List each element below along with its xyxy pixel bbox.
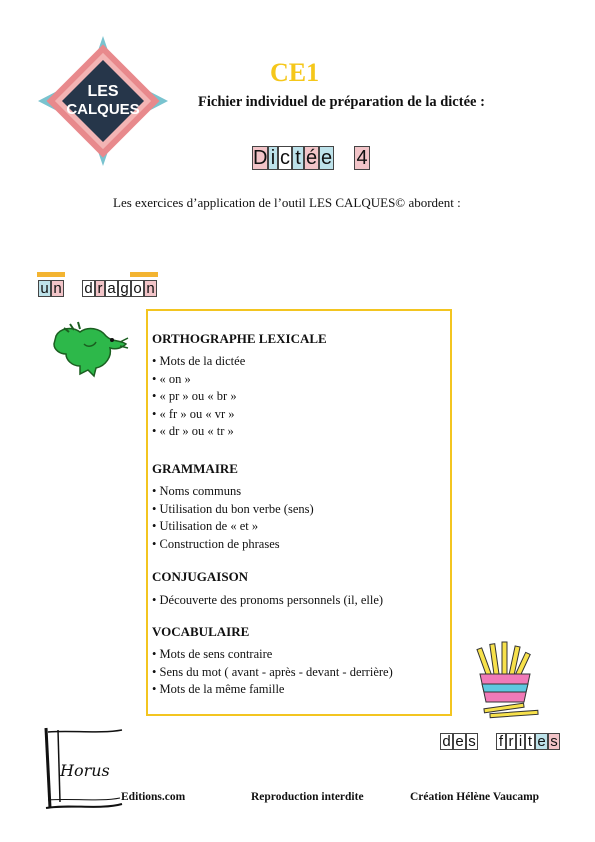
grade-title: CE1 [270, 58, 320, 87]
list-item: • Découverte des pronoms personnels (il, elle) [152, 593, 384, 607]
word-un-dragon [38, 280, 157, 297]
letter: d [82, 280, 95, 297]
letter: é [305, 147, 318, 169]
list-item: • Utilisation du bon verbe (sens) [152, 501, 314, 516]
syllable-on [131, 280, 157, 297]
letter: t [525, 733, 535, 750]
word-des-frites [440, 733, 560, 750]
dictee-number: 4 [354, 146, 370, 170]
list-item: • « fr » ou « vr » [152, 406, 235, 421]
letter: s [466, 733, 478, 750]
dictee-label [252, 146, 370, 170]
footer-editions: Editions.com [121, 791, 186, 803]
dragon-icon [50, 316, 130, 378]
list-orthographe [152, 353, 245, 441]
syllable-un [38, 280, 64, 297]
list-item: • « dr » ou « tr » [152, 424, 234, 438]
letter: u [38, 280, 51, 297]
footer-creation: Création Hélène Vaucamp [410, 791, 540, 803]
les-calques-logo [36, 34, 170, 168]
intro-text: Les exercices d’application de l’outil LES CALQUES© abordent : [113, 195, 461, 210]
horus-logo [40, 724, 126, 812]
letter: e [320, 147, 333, 169]
letter: s [548, 733, 560, 750]
list-vocabulaire [152, 646, 393, 699]
list-item: • Sens du mot ( avant - après - devant - derrière) [152, 664, 393, 679]
list-item: • Construction de phrases [152, 536, 280, 551]
letter: n [144, 280, 157, 297]
logo-line2: CALQUES [66, 101, 140, 118]
letter: d [440, 733, 453, 750]
letter: c [280, 147, 290, 169]
exercises-box [146, 309, 452, 716]
letter: D [253, 147, 268, 169]
list-grammaire [152, 483, 314, 553]
section-title-grammaire: GRAMMAIRE [152, 461, 238, 476]
dictee-word [252, 146, 334, 170]
letter: a [105, 280, 118, 297]
letter: i [268, 146, 278, 170]
list-item: • Noms communs [152, 484, 242, 498]
logo-line1: LES [87, 83, 119, 100]
list-item: • Mots de la dictée [152, 354, 246, 368]
list-item: • « on » [152, 371, 191, 386]
syllable-des [440, 733, 478, 750]
list-item: • « pr » ou « br » [152, 389, 237, 403]
footer-reproduction: Reproduction interdite [251, 791, 364, 803]
syllable-dragon [82, 280, 157, 297]
letter: g [118, 280, 131, 297]
letter: t [292, 146, 304, 170]
letter: n [51, 280, 64, 297]
syllable-frites [496, 733, 560, 750]
horus-text: Horus [60, 761, 110, 780]
fries-icon [470, 640, 546, 722]
section-title-orthographe: ORTHOGRAPHE LEXICALE [152, 331, 327, 346]
letter: f [496, 733, 506, 750]
letter: o [131, 280, 144, 297]
list-item: • Utilisation de « et » [152, 519, 259, 533]
letter: i [516, 733, 525, 750]
letter: e [535, 733, 548, 750]
subtitle: Fichier individuel de préparation de la dictée : [198, 94, 485, 110]
letter: e [453, 733, 466, 750]
list-conjugaison [152, 592, 383, 610]
list-item: • Mots de la même famille [152, 682, 285, 696]
list-item: • Mots de sens contraire [152, 647, 273, 661]
letter: r [95, 280, 105, 297]
section-title-conjugaison: CONJUGAISON [152, 569, 249, 584]
letter: r [506, 733, 516, 750]
section-title-vocabulaire: VOCABULAIRE [152, 624, 250, 639]
